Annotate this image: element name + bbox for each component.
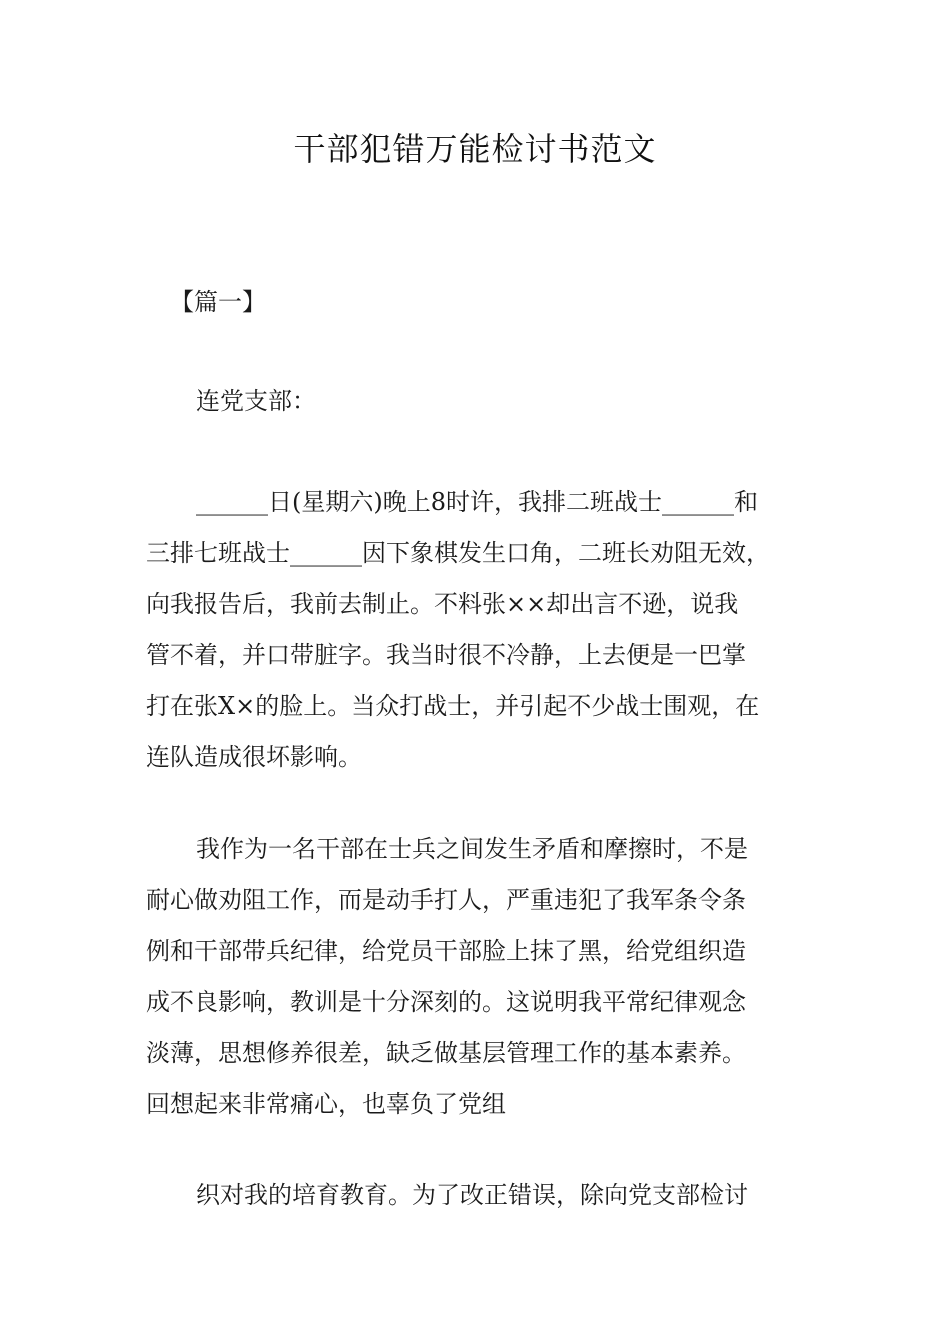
paragraph-2 [146,824,816,1130]
paragraph-line: 织对我的培育教育。为了改正错误，除向党支部检讨 [196,1181,748,1209]
paragraph-line: ______日(星期六)晚上8时许，我排二班战士______和 [196,488,758,516]
paragraph-line: 打在张X×的脸上。当众打战士，并引起不少战士围观，在 [146,692,760,720]
paragraph-line: 淡薄，思想修养很差，缺乏做基层管理工作的基本素养。 [146,1039,746,1067]
paragraph-line: 耐心做劝阻工作，而是动手打人，严重违犯了我军条令条 [146,886,746,914]
paragraph-line: 向我报告后，我前去制止。不料张××却出言不逊，说我 [146,590,739,618]
document-title: 干部犯错万能检讨书范文 [293,130,657,168]
salutation: 连党支部： [196,387,316,415]
paragraph-line: 三排七班战士______因下象棋发生口角，二班长劝阻无效， [146,539,770,567]
paragraph-line: 连队造成很坏影响。 [146,743,362,771]
paragraph-line: 我作为一名干部在士兵之间发生矛盾和摩擦时，不是 [196,835,748,863]
paragraph-1 [146,477,816,783]
paragraph-line: 回想起来非常痛心，也辜负了党组 [146,1090,506,1118]
paragraph-line: 管不着，并口带脏字。我当时很不冷静，上去便是一巴掌 [146,641,746,669]
paragraph-3 [146,1170,816,1221]
section-label: 【篇一】 [170,288,266,316]
paragraph-line: 成不良影响，教训是十分深刻的。这说明我平常纪律观念 [146,988,746,1016]
paragraph-line: 例和干部带兵纪律，给党员干部脸上抹了黑，给党组织造 [146,937,746,965]
